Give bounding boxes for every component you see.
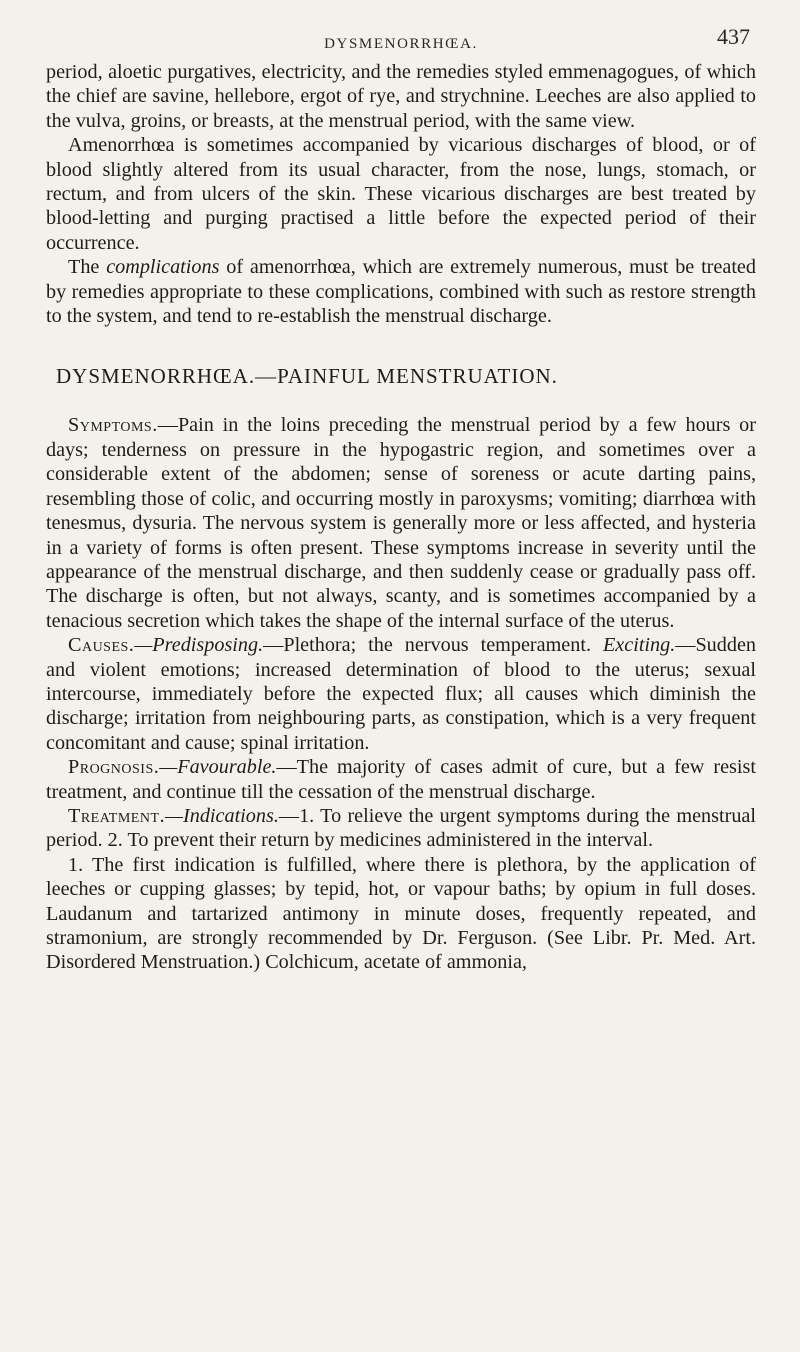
- prognosis-text: —The majority of cases admit of cure, but a few resist treatment, and continue till the cessation of the menstrual discharge.: [46, 756, 756, 803]
- running-head: DYSMENORRHŒA.: [324, 36, 478, 52]
- paragraph-lead: The: [68, 256, 107, 279]
- predisposing-label: —Predisposing.: [134, 634, 264, 657]
- treatment-sub-label: —Indications.: [165, 804, 279, 827]
- first-indication-text: 1. The first indication is fulfilled, where there is plethora, by the application of leeches or cupping glasses; by tepid, hot, or vapour baths; by opium in full doses. Laudanum and tartarized antimony in minute doses, frequently repeated, and stramonium, are strongly recommended by Dr. Ferguson. (See Libr. Pr. Med. Art. Disordered Menstruation.) Colchicum, acetate of ammonia,: [46, 853, 756, 974]
- exciting-label: Exciting.: [602, 634, 676, 657]
- paragraph-text: of amenorrhœa, which are extremely numerous, must be treated by remedies appropriate to these complications, combined with such as restore strength to the system, and tend to re-establish the menstrual discharge.: [46, 256, 756, 328]
- treatment-text: —1. To relieve the urgent symptoms during the menstrual period. 2. To prevent their return by medicines administered in the interval.: [46, 804, 756, 852]
- paragraph-prognosis: [46, 755, 756, 804]
- prognosis-label: Prognosis.: [68, 756, 160, 779]
- exciting-text: —Sudden and violent emotions; increased determination of blood to the uterus; sexual intercourse, immediately before the expected flux; all causes which diminish the discharge; irritation from neighbouring parts, as constipation, which is a very frequent concomitant and cause; spinal irritation.: [46, 634, 757, 754]
- page-number: 437: [717, 24, 750, 49]
- predisposing-text: —Plethora; the nervous temperament.: [263, 634, 592, 657]
- prognosis-sub-label: —Favourable.: [159, 756, 277, 779]
- causes-label: Causes.: [68, 634, 135, 657]
- section-heading: DYSMENORRHŒA.—PAINFUL MENSTRUATION.: [56, 364, 558, 389]
- paragraph-causes: [46, 633, 756, 755]
- paragraph-treatment: [46, 804, 756, 853]
- paragraph-complications: [46, 255, 756, 328]
- complications-term: complications: [106, 256, 220, 279]
- symptoms-text: —Pain in the loins preceding the menstrual period by a few hours or days; tenderness on pressure in the hypogastric region, and sometimes over a considerable extent of the abdomen; sense of soreness or acute darting pains, resembling those of colic, and occurring mostly in paroxysms; vomiting; diarrhœa with tenesmus, dysuria. The nervous system is generally more or less affected, and hysteria in a variety of forms is often present. These symptoms increase in severity until the appearance of the menstrual discharge, and then suddenly cease or gradually pass off. The discharge is often, but not always, scanty, and is sometimes accompanied by a tenacious secretion which takes the shape of the internal surface of the uterus.: [46, 414, 756, 632]
- page-header: [46, 14, 756, 50]
- paragraph-first-indication: [46, 853, 756, 975]
- treatment-label: Treatment.: [68, 804, 166, 827]
- paragraph-text: period, aloetic purgatives, electricity, and the remedies styled emmenagogues, of which the chief are savine, hellebore, ergot of rye, and strychnine. Leeches are also applied to the vulva, groins, or breasts, at the menstrual period, with the same view.: [46, 61, 756, 132]
- symptoms-label: Symptoms.: [68, 414, 158, 437]
- paragraph-symptoms: [46, 413, 756, 633]
- paragraph-continuation: [46, 60, 756, 133]
- paragraph-text: Amenorrhœa is sometimes accompanied by vicarious discharges of blood, or of blood slightly altered from its usual character, from the nose, lungs, stomach, or rectum, and from ulcers of the skin. These vicarious discharges are best treated by blood-letting and purging practised a little before the expected period of their occurrence.: [46, 134, 756, 254]
- paragraph-vicarious-discharges: [46, 133, 756, 255]
